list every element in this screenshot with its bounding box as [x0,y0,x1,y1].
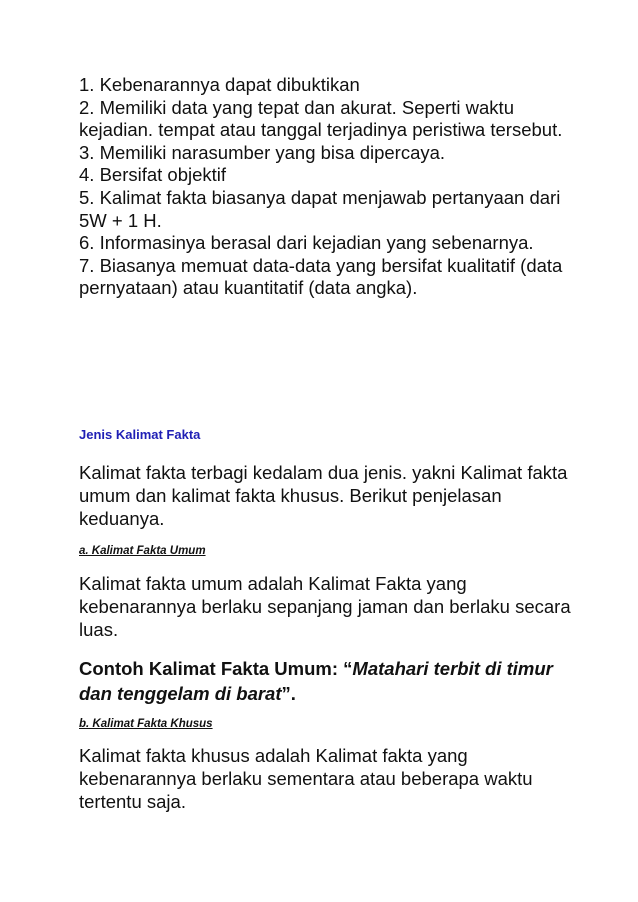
section-intro: Kalimat fakta terbagi kedalam dua jenis. yakni Kalimat fakta umum dan kalimat fakta khusus. Berikut penjelasan keduanya. [79,462,568,529]
general-fact-definition: Kalimat fakta umum adalah Kalimat Fakta yang kebenarannya berlaku sepanjang jaman dan berlaku secara luas. [79,573,571,640]
general-fact-example [79,656,579,706]
criteria-item-4: 4. Bersifat objektif [79,164,227,186]
criteria-item-2: 2. Memiliki data yang tepat dan akurat. Seperti waktu kejadian. tempat atau tanggal terjadinya peristiwa tersebut. [79,96,563,141]
example-end: ”. [281,683,296,704]
specific-fact-heading: b. Kalimat Fakta Khusus [79,718,213,730]
example-quote: Matahari terbit di timur dan tenggelam di barat [79,658,553,704]
section-heading: Jenis Kalimat Fakta [79,427,201,442]
fact-criteria-list [79,74,579,300]
criteria-item-6: 6. Informasinya berasal dari kejadian yang sebenarnya. [79,232,534,254]
specific-fact-definition: Kalimat fakta khusus adalah Kalimat fakta yang kebenarannya berlaku sementara atau beberapa waktu tertentu saja. [79,745,533,812]
criteria-item-3: 3. Memiliki narasumber yang bisa dipercaya. [79,141,446,163]
general-fact-heading: a. Kalimat Fakta Umum [79,545,206,557]
example-label: Contoh Kalimat Fakta Umum: “ [79,658,353,679]
criteria-item-7: 7. Biasanya memuat data-data yang bersifat kualitatif (data pernyataan) atau kuantitatif (data angka). [79,254,563,299]
criteria-item-1: 1. Kebenarannya dapat dibuktikan [79,74,360,95]
criteria-item-5: 5. Kalimat fakta biasanya dapat menjawab pertanyaan dari 5W + 1 H. [79,186,561,231]
